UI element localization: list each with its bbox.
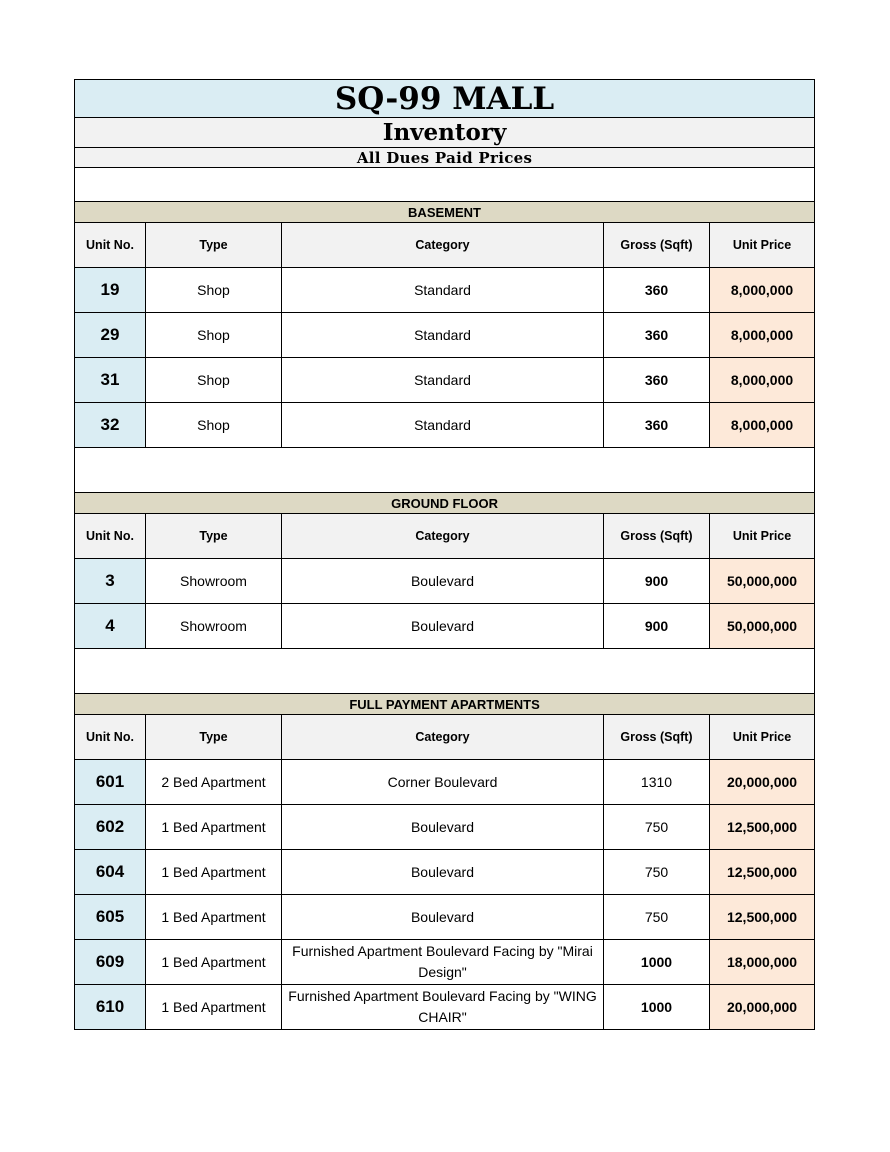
- category-cell: Boulevard: [282, 895, 604, 940]
- gross-sqft-cell: 750: [604, 895, 710, 940]
- category-cell: Standard: [282, 313, 604, 358]
- header-unit-price: Unit Price: [710, 514, 815, 559]
- category-cell: Standard: [282, 403, 604, 448]
- gross-sqft-cell: 750: [604, 850, 710, 895]
- table-row: [75, 604, 815, 649]
- unit-number-cell: 29: [75, 313, 146, 358]
- sheet-subtitle: Inventory: [75, 118, 815, 148]
- unit-number-cell: 609: [75, 940, 146, 985]
- spacer-cell: [75, 649, 815, 694]
- table-row: [75, 358, 815, 403]
- unit-number-cell: 605: [75, 895, 146, 940]
- unit-number-cell: 3: [75, 559, 146, 604]
- spacer-row: [75, 649, 815, 694]
- table-row: [75, 805, 815, 850]
- section-row: [75, 694, 815, 715]
- gross-sqft-cell: 360: [604, 403, 710, 448]
- header-type: Type: [146, 223, 282, 268]
- header-row: [75, 223, 815, 268]
- table-row: [75, 850, 815, 895]
- category-cell: Boulevard: [282, 805, 604, 850]
- spacer-row: [75, 448, 815, 493]
- unit-price-cell: 18,000,000: [710, 940, 815, 985]
- spacer-cell: [75, 448, 815, 493]
- gross-sqft-cell: 1310: [604, 760, 710, 805]
- section-heading: GROUND FLOOR: [75, 493, 815, 514]
- type-cell: 1 Bed Apartment: [146, 940, 282, 985]
- category-cell: Furnished Apartment Boulevard Facing by "WING CHAIR": [282, 985, 604, 1030]
- header-unit-no: Unit No.: [75, 715, 146, 760]
- unit-number-cell: 31: [75, 358, 146, 403]
- unit-price-cell: 20,000,000: [710, 760, 815, 805]
- unit-number-cell: 19: [75, 268, 146, 313]
- unit-price-cell: 50,000,000: [710, 604, 815, 649]
- section-row: [75, 493, 815, 514]
- table-row: [75, 313, 815, 358]
- header-category: Category: [282, 514, 604, 559]
- category-cell: Boulevard: [282, 604, 604, 649]
- table-row: [75, 403, 815, 448]
- type-cell: 1 Bed Apartment: [146, 850, 282, 895]
- unit-number-cell: 32: [75, 403, 146, 448]
- gross-sqft-cell: 360: [604, 313, 710, 358]
- table-row: [75, 985, 815, 1030]
- unit-number-cell: 610: [75, 985, 146, 1030]
- gross-sqft-cell: 900: [604, 604, 710, 649]
- unit-price-cell: 8,000,000: [710, 313, 815, 358]
- inventory-sheet: [74, 79, 815, 1030]
- type-cell: 1 Bed Apartment: [146, 895, 282, 940]
- category-cell: Standard: [282, 358, 604, 403]
- section-heading: BASEMENT: [75, 202, 815, 223]
- unit-price-cell: 8,000,000: [710, 268, 815, 313]
- gross-sqft-cell: 750: [604, 805, 710, 850]
- unit-price-cell: 12,500,000: [710, 850, 815, 895]
- unit-price-cell: 12,500,000: [710, 895, 815, 940]
- type-cell: Shop: [146, 268, 282, 313]
- category-cell: Corner Boulevard: [282, 760, 604, 805]
- header-row: [75, 514, 815, 559]
- type-cell: Showroom: [146, 604, 282, 649]
- header-category: Category: [282, 715, 604, 760]
- header-row: [75, 715, 815, 760]
- header-type: Type: [146, 715, 282, 760]
- category-cell: Boulevard: [282, 559, 604, 604]
- type-cell: Shop: [146, 313, 282, 358]
- header-unit-price: Unit Price: [710, 223, 815, 268]
- unit-number-cell: 604: [75, 850, 146, 895]
- type-cell: Shop: [146, 403, 282, 448]
- header-unit-price: Unit Price: [710, 715, 815, 760]
- table-row: [75, 268, 815, 313]
- category-cell: Furnished Apartment Boulevard Facing by "Mirai Design": [282, 940, 604, 985]
- type-cell: 1 Bed Apartment: [146, 805, 282, 850]
- gross-sqft-cell: 1000: [604, 985, 710, 1030]
- table-row: [75, 760, 815, 805]
- type-cell: Showroom: [146, 559, 282, 604]
- unit-price-cell: 20,000,000: [710, 985, 815, 1030]
- unit-price-cell: 50,000,000: [710, 559, 815, 604]
- header-gross: Gross (Sqft): [604, 514, 710, 559]
- category-cell: Boulevard: [282, 850, 604, 895]
- table-row: [75, 940, 815, 985]
- unit-price-cell: 8,000,000: [710, 358, 815, 403]
- gross-sqft-cell: 360: [604, 358, 710, 403]
- header-gross: Gross (Sqft): [604, 715, 710, 760]
- type-cell: Shop: [146, 358, 282, 403]
- unit-price-cell: 12,500,000: [710, 805, 815, 850]
- header-category: Category: [282, 223, 604, 268]
- header-type: Type: [146, 514, 282, 559]
- header-unit-no: Unit No.: [75, 223, 146, 268]
- category-cell: Standard: [282, 268, 604, 313]
- gross-sqft-cell: 360: [604, 268, 710, 313]
- type-cell: 1 Bed Apartment: [146, 985, 282, 1030]
- type-cell: 2 Bed Apartment: [146, 760, 282, 805]
- sheet-title: SQ-99 MALL: [75, 80, 815, 118]
- spacer-row: [75, 168, 815, 202]
- table-row: [75, 559, 815, 604]
- unit-price-cell: 8,000,000: [710, 403, 815, 448]
- section-row: [75, 202, 815, 223]
- header-unit-no: Unit No.: [75, 514, 146, 559]
- unit-number-cell: 601: [75, 760, 146, 805]
- section-heading: FULL PAYMENT APARTMENTS: [75, 694, 815, 715]
- unit-number-cell: 4: [75, 604, 146, 649]
- sheet-note: All Dues Paid Prices: [75, 148, 815, 168]
- gross-sqft-cell: 1000: [604, 940, 710, 985]
- header-gross: Gross (Sqft): [604, 223, 710, 268]
- unit-number-cell: 602: [75, 805, 146, 850]
- table-row: [75, 895, 815, 940]
- gross-sqft-cell: 900: [604, 559, 710, 604]
